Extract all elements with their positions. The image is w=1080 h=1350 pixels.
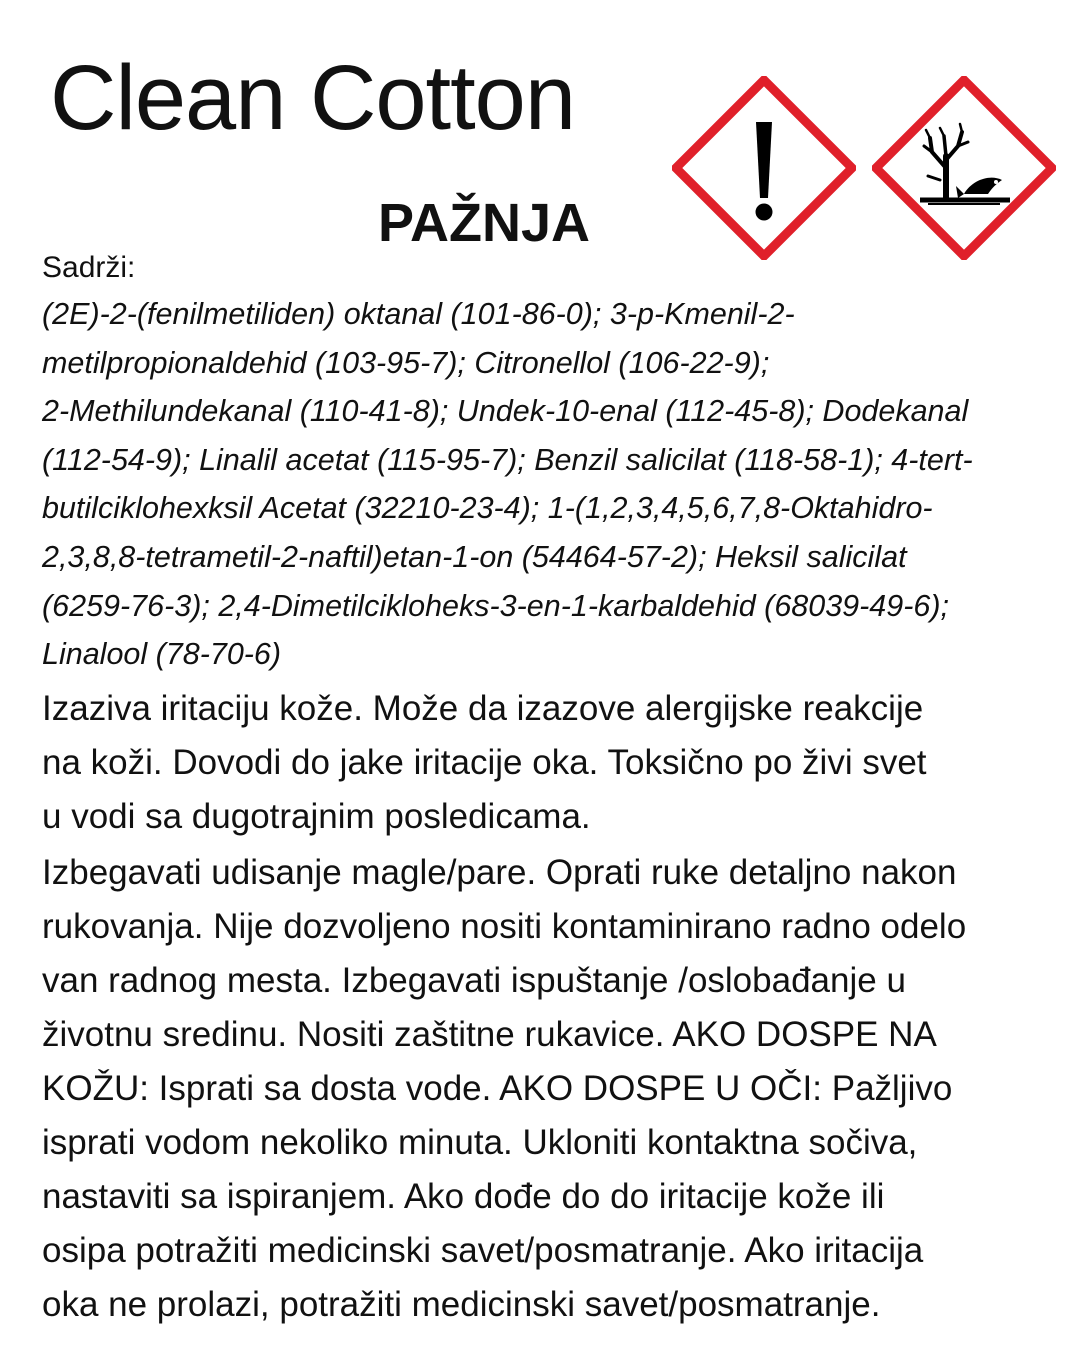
precautionary-statements bbox=[42, 846, 1076, 1332]
precaution-line: KOŽU: Isprati sa dosta vode. AKO DOSPE U OČI: Pažljivo bbox=[42, 1069, 953, 1108]
signal-word: PAŽNJA bbox=[378, 193, 591, 253]
exclamation-dot bbox=[756, 204, 773, 221]
ingredients-line: 2-Methilundekanal (110-41-8); Undek-10-enal (112-45-8); Dodekanal bbox=[42, 394, 969, 429]
exclamation-mark-icon bbox=[672, 76, 856, 260]
ingredients-line: Linalool (78-70-6) bbox=[42, 637, 282, 672]
ghs-pictograms bbox=[672, 76, 1056, 260]
environment-hazard-icon bbox=[872, 76, 1056, 260]
precaution-line: životnu sredinu. Nositi zaštitne rukavice. AKO DOSPE NA bbox=[42, 1015, 937, 1054]
hazard-line: u vodi sa dugotrajnim posledicama. bbox=[42, 797, 591, 836]
ingredients-line: 2,3,8,8-tetrametil-2-naftil)etan-1-on (54464-57-2); Heksil salicilat bbox=[42, 539, 907, 574]
contains-label: Sadrži: bbox=[42, 251, 136, 284]
ingredients-line: (112-54-9); Linalil acetat (115-95-7); Benzil salicilat (118-58-1); 4-tert- bbox=[42, 442, 973, 477]
ingredients-line: (6259-76-3); 2,4-Dimetilcikloheks-3-en-1-karbaldehid (68039-49-6); bbox=[42, 588, 949, 623]
precaution-line: van radnog mesta. Izbegavati ispuštanje /oslobađanje u bbox=[42, 961, 906, 1000]
product-title: Clean Cotton bbox=[50, 47, 575, 149]
ingredients-line: (2E)-2-(fenilmetiliden) oktanal (101-86-0); 3-p-Kmenil-2- bbox=[42, 297, 795, 331]
precaution-line: rukovanja. Nije dozvoljeno nositi kontaminirano radno odelo bbox=[42, 907, 967, 946]
ingredients-list bbox=[42, 290, 1072, 679]
hazard-line: na koži. Dovodi do jake iritacije oka. Toksično po živi svet bbox=[42, 743, 927, 782]
precaution-line: oka ne prolazi, potražiti medicinski savet/posmatranje. bbox=[42, 1285, 881, 1324]
hazard-line: Izaziva iritaciju kože. Može da izazove alergijske reakcije bbox=[42, 689, 924, 728]
pictogram-border bbox=[876, 80, 1052, 256]
precaution-line: isprati vodom nekoliko minuta. Ukloniti kontaktna sočiva, bbox=[42, 1123, 918, 1162]
precaution-line: osipa potražiti medicinski savet/posmatranje. Ako iritacija bbox=[42, 1231, 924, 1270]
precaution-line: nastaviti sa ispiranjem. Ako dođe do do iritacije kože ili bbox=[42, 1177, 885, 1216]
ingredients-line: butilciklohexksil Acetat (32210-23-4); 1-(1,2,3,4,5,6,7,8-Oktahidro- bbox=[42, 491, 933, 526]
hazard-statements bbox=[42, 682, 1072, 844]
ingredients-line: metilpropionaldehid (103-95-7); Citronellol (106-22-9); bbox=[42, 345, 770, 380]
precaution-line: Izbegavati udisanje magle/pare. Oprati ruke detaljno nakon bbox=[42, 853, 957, 892]
